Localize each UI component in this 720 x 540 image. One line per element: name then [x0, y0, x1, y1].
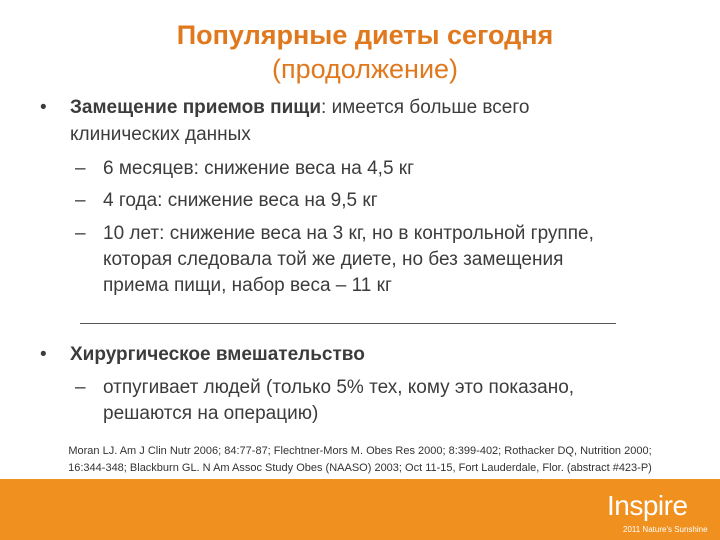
subitem-2-1-line1: отпугивает людей (только 5% тех, кому это показано, [103, 377, 575, 398]
bullet-1-rest: : имеется больше всего [321, 97, 530, 118]
slide-title [0, 18, 720, 86]
subitem-1-3-line1: 10 лет: снижение веса на 3 кг, но в контрольной группе, [103, 223, 594, 244]
bullet-2-bold: Хирургическое вмешательство [70, 344, 365, 365]
slide-title-line1: Популярные диеты сегодня [176, 20, 554, 50]
logo-subtitle: 2011 Nature's Sunshine [623, 525, 708, 534]
subitem-2-1-line2: решаются на операцию) [103, 403, 319, 424]
bullet-2-line1 [70, 343, 365, 367]
references-line1: Moran LJ. Am J Clin Nutr 2006; 84:77-87; Flechtner-Mors M. Obes Res 2000; 8:399-402; Rothacker DQ, Nutrition 2000; [68, 445, 652, 457]
separator-line [80, 323, 616, 324]
subitem-1-2: 4 года: снижение веса на 9,5 кг [103, 190, 378, 211]
bullet-1-bold: Замещение приемов пищи [70, 97, 322, 118]
dash-marker: – [75, 223, 86, 244]
bullet-marker: • [40, 97, 47, 118]
logo-wordmark: Inspire [607, 490, 688, 521]
slide-title-line2: (продолжение) [271, 54, 459, 84]
subitem-1-1: 6 месяцев: снижение веса на 4,5 кг [103, 158, 415, 179]
dash-marker: – [75, 377, 86, 398]
subitem-1-3-line2: которая следовала той же диете, но без замещения [103, 249, 564, 270]
bullet-1-line1 [70, 96, 529, 120]
references-line2: 16:344-348; Blackburn GL. N Am Assoc Study Obes (NAASO) 2003; Oct 11-15, Fort Lauderdale, Flor. (abstract #423-P) [68, 462, 652, 474]
bullet-marker: • [40, 344, 47, 365]
dash-marker: – [75, 158, 86, 179]
references [0, 443, 720, 477]
subitem-1-3-line3: приема пищи, набор веса – 11 кг [103, 275, 392, 296]
bullet-1-line2: клинических данных [70, 124, 251, 145]
dash-marker: – [75, 190, 86, 211]
